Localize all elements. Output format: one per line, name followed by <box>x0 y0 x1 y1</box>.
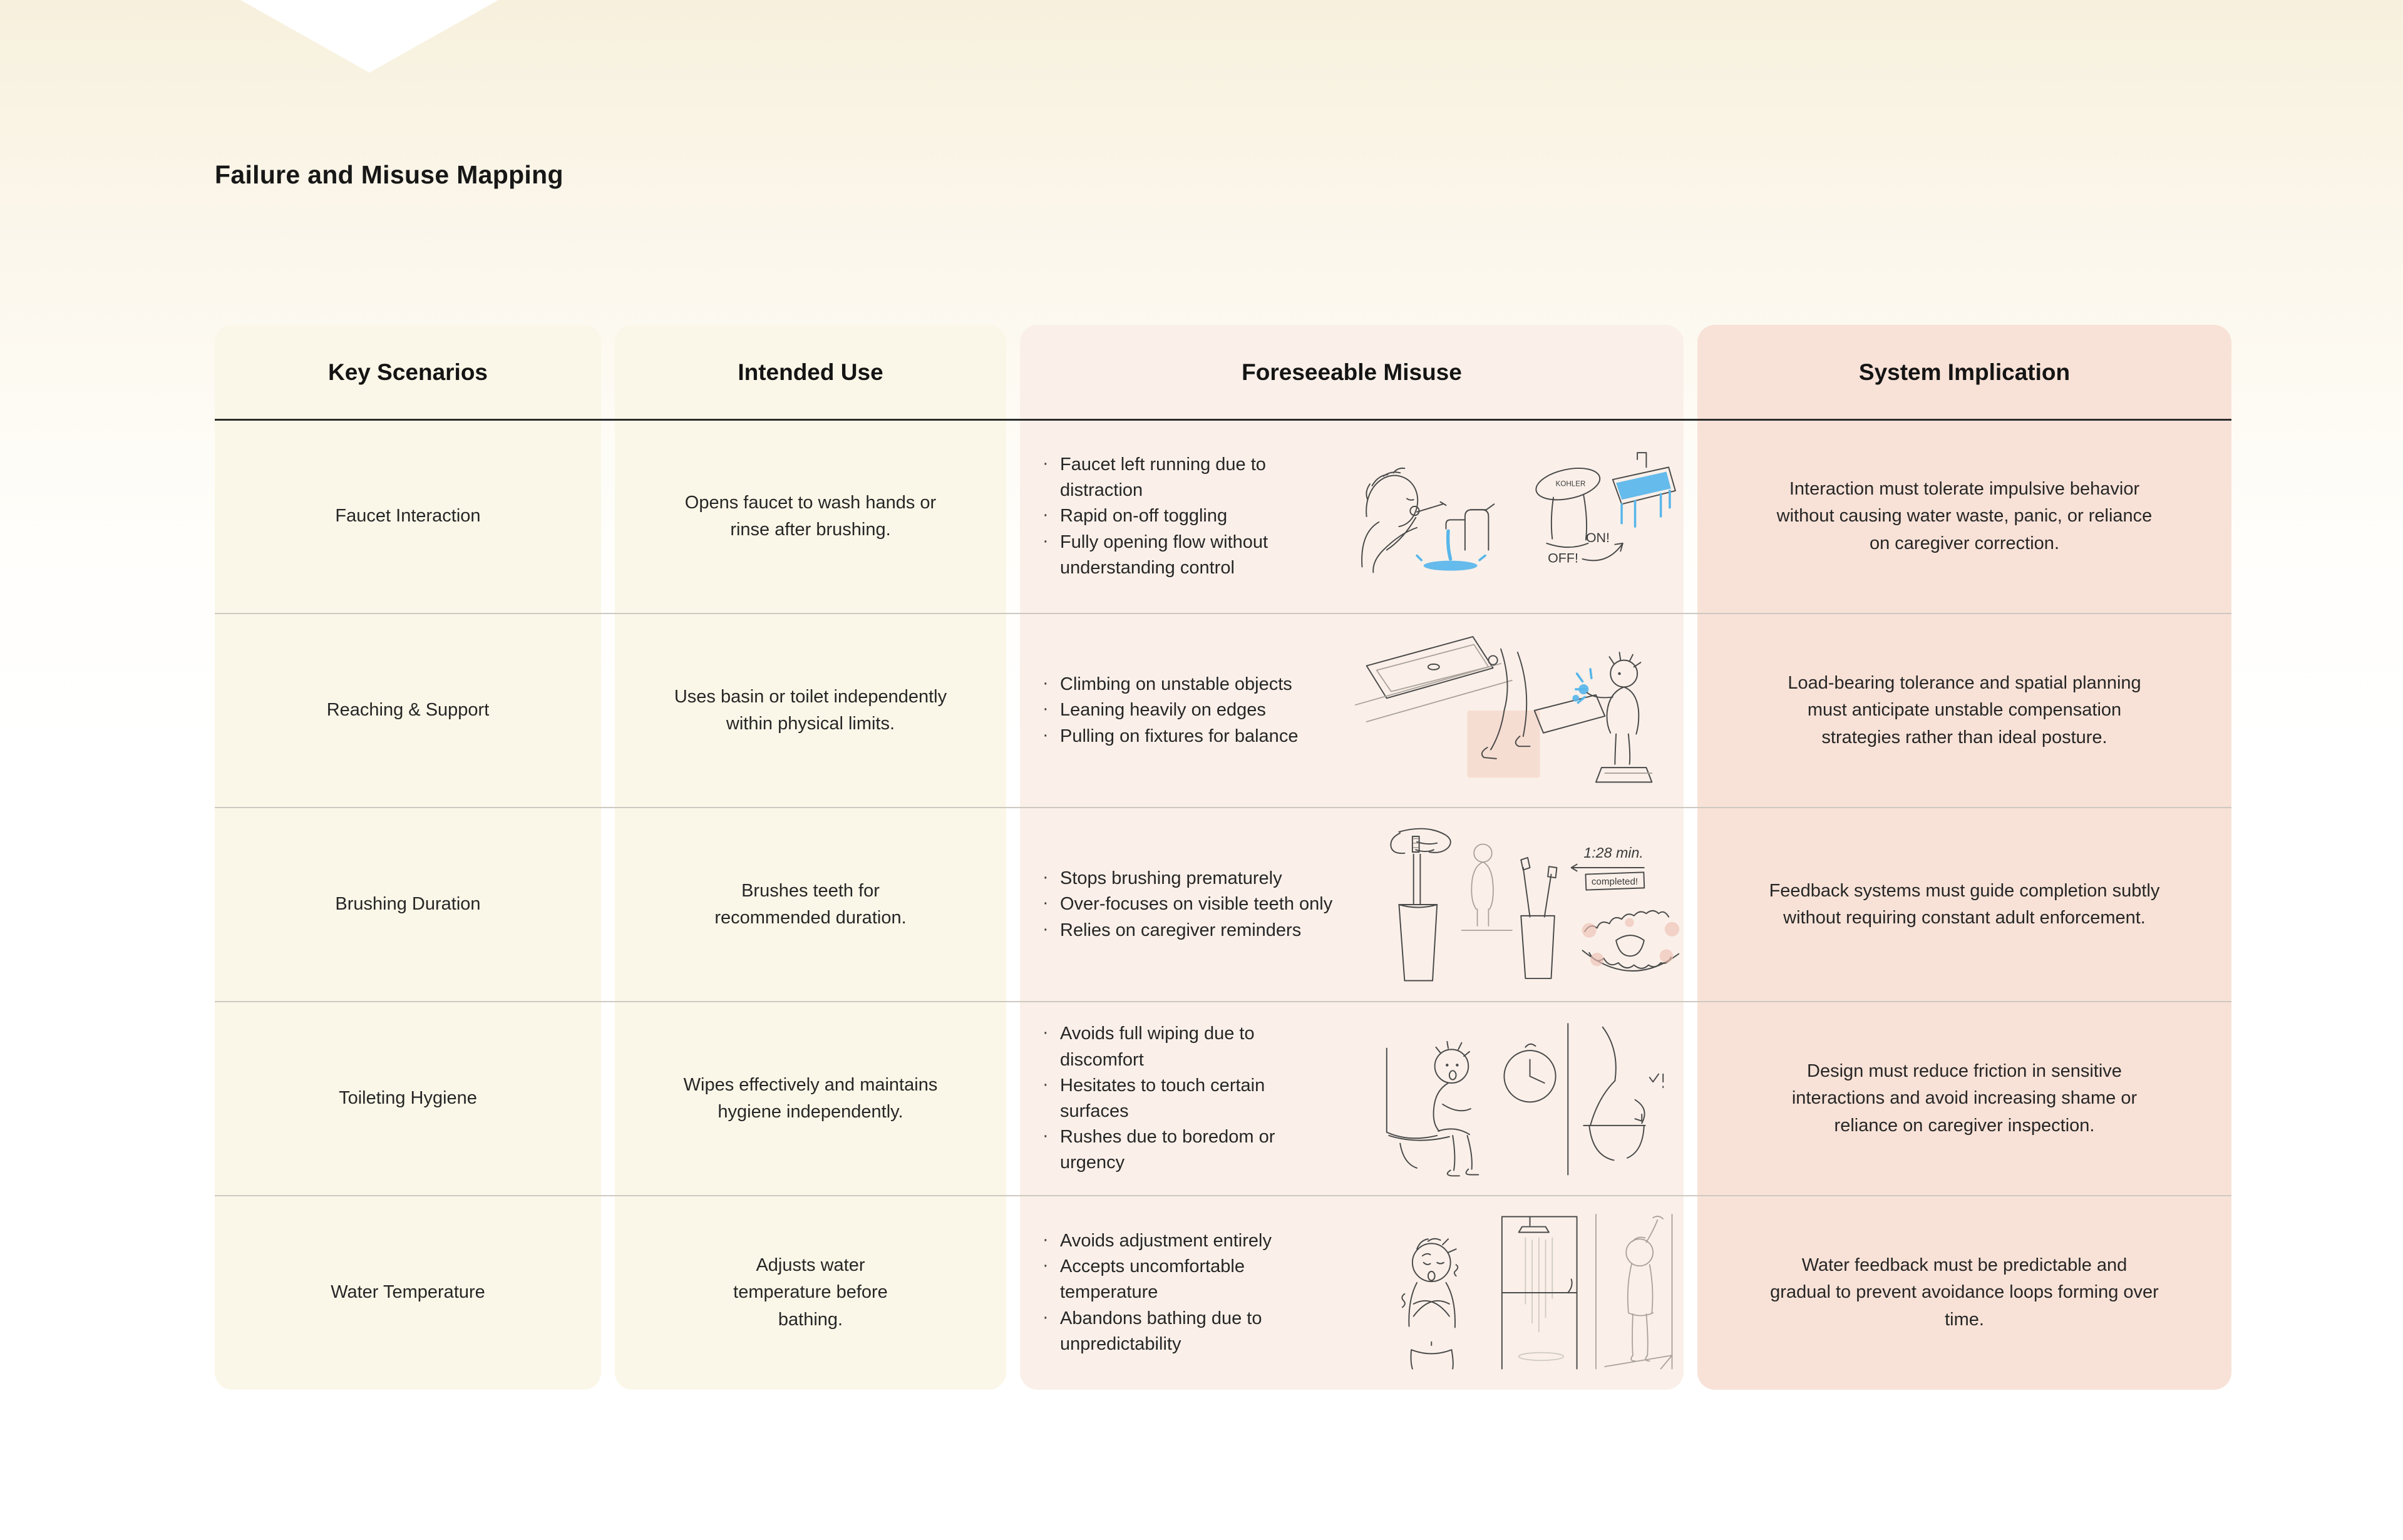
misuse-cell <box>1020 1196 1684 1390</box>
column-header-system-implication: System Implication <box>1858 359 2071 385</box>
failure-misuse-table <box>215 325 2231 1390</box>
misuse-item: · Leaning heavily on edges <box>1037 697 1333 723</box>
scenario-cell: Reaching & Support <box>326 700 490 721</box>
misuse-list <box>1037 1021 1333 1176</box>
misuse-item: · Faucet left running due to distraction <box>1037 452 1333 503</box>
intended-use-cell: Wipes effectively and maintains hygiene independently. <box>683 1074 938 1122</box>
misuse-list <box>1037 866 1333 943</box>
misuse-cell <box>1020 1002 1684 1196</box>
climbing-misuse-illustration <box>1333 619 1680 802</box>
misuse-item: · Pulling on fixtures for balance <box>1037 724 1333 749</box>
misuse-cell <box>1020 613 1684 808</box>
faucet-misuse-illustration <box>1333 425 1680 608</box>
faucet-on-label: ON! <box>1585 530 1610 546</box>
implication-cell: Design must reduce friction in sensitive interactions and avoid increasing shame or reliance on caregiver inspection. <box>1791 1060 2138 1136</box>
implication-cell: Interaction must tolerate impulsive behavior without causing water waste, panic, or reliance on caregiver correction. <box>1776 478 2153 553</box>
scenario-cell: Faucet Interaction <box>335 506 481 526</box>
misuse-item: · Rapid on-off toggling <box>1037 503 1333 529</box>
implication-cell: Feedback systems must guide completion subtly without requiring constant adult enforcement. <box>1769 880 2160 928</box>
misuse-item: · Avoids adjustment entirely <box>1037 1228 1333 1254</box>
scenario-cell: Brushing Duration <box>335 894 481 915</box>
column-header-key-scenarios: Key Scenarios <box>327 359 488 385</box>
faucet-brand-label: KOHLER <box>1555 480 1586 488</box>
scenario-cell: Water Temperature <box>331 1282 485 1303</box>
misuse-item: · Fully opening flow without understanding control <box>1037 530 1333 581</box>
water-temperature-misuse-illustration <box>1333 1201 1680 1384</box>
brushing-status-label: completed! <box>1591 876 1639 887</box>
faucet-off-label: OFF! <box>1548 550 1578 566</box>
misuse-list <box>1037 452 1333 581</box>
column-header-foreseeable-misuse: Foreseeable Misuse <box>1242 359 1462 385</box>
brushing-misuse-illustration <box>1333 813 1680 996</box>
misuse-item: · Abandons bathing due to unpredictability <box>1037 1306 1333 1357</box>
brushing-time-label: 1:28 min. <box>1583 844 1644 861</box>
intended-use-cell: Opens faucet to wash hands or rinse after brushing. <box>684 492 937 540</box>
misuse-item: · Rushes due to boredom or urgency <box>1037 1124 1333 1176</box>
misuse-item: · Accepts uncomfortable temperature <box>1037 1254 1333 1305</box>
misuse-item: · Hesitates to touch certain surfaces <box>1037 1073 1333 1124</box>
misuse-cell <box>1020 419 1684 613</box>
misuse-list <box>1037 672 1333 749</box>
implication-cell: Water feedback must be predictable and gradual to prevent avoidance loops forming over time. <box>1770 1255 2159 1330</box>
misuse-cell <box>1020 808 1684 1002</box>
page-title: Failure and Misuse Mapping <box>215 160 563 189</box>
misuse-item: · Over-focuses on visible teeth only <box>1037 891 1333 917</box>
table-grid <box>215 325 2231 1390</box>
intended-use-cell: Brushes teeth for recommended duration. <box>714 880 907 928</box>
scenario-cell: Toileting Hygiene <box>339 1088 477 1109</box>
implication-cell: Load-bearing tolerance and spatial planning must anticipate unstable compensation strategies rather than ideal posture. <box>1788 672 2141 747</box>
toileting-misuse-illustration <box>1333 1007 1680 1190</box>
misuse-list <box>1037 1228 1333 1357</box>
misuse-item: · Avoids full wiping due to discomfort <box>1037 1021 1333 1072</box>
intended-use-cell: Adjusts water temperature before bathing. <box>733 1255 888 1330</box>
misuse-item: · Relies on caregiver reminders <box>1037 918 1333 943</box>
column-header-intended-use: Intended Use <box>738 359 883 385</box>
banner-chevron <box>240 0 498 73</box>
misuse-item: · Climbing on unstable objects <box>1037 672 1333 697</box>
intended-use-cell: Uses basin or toilet independently within physical limits. <box>674 686 947 734</box>
misuse-item: · Stops brushing prematurely <box>1037 866 1333 891</box>
